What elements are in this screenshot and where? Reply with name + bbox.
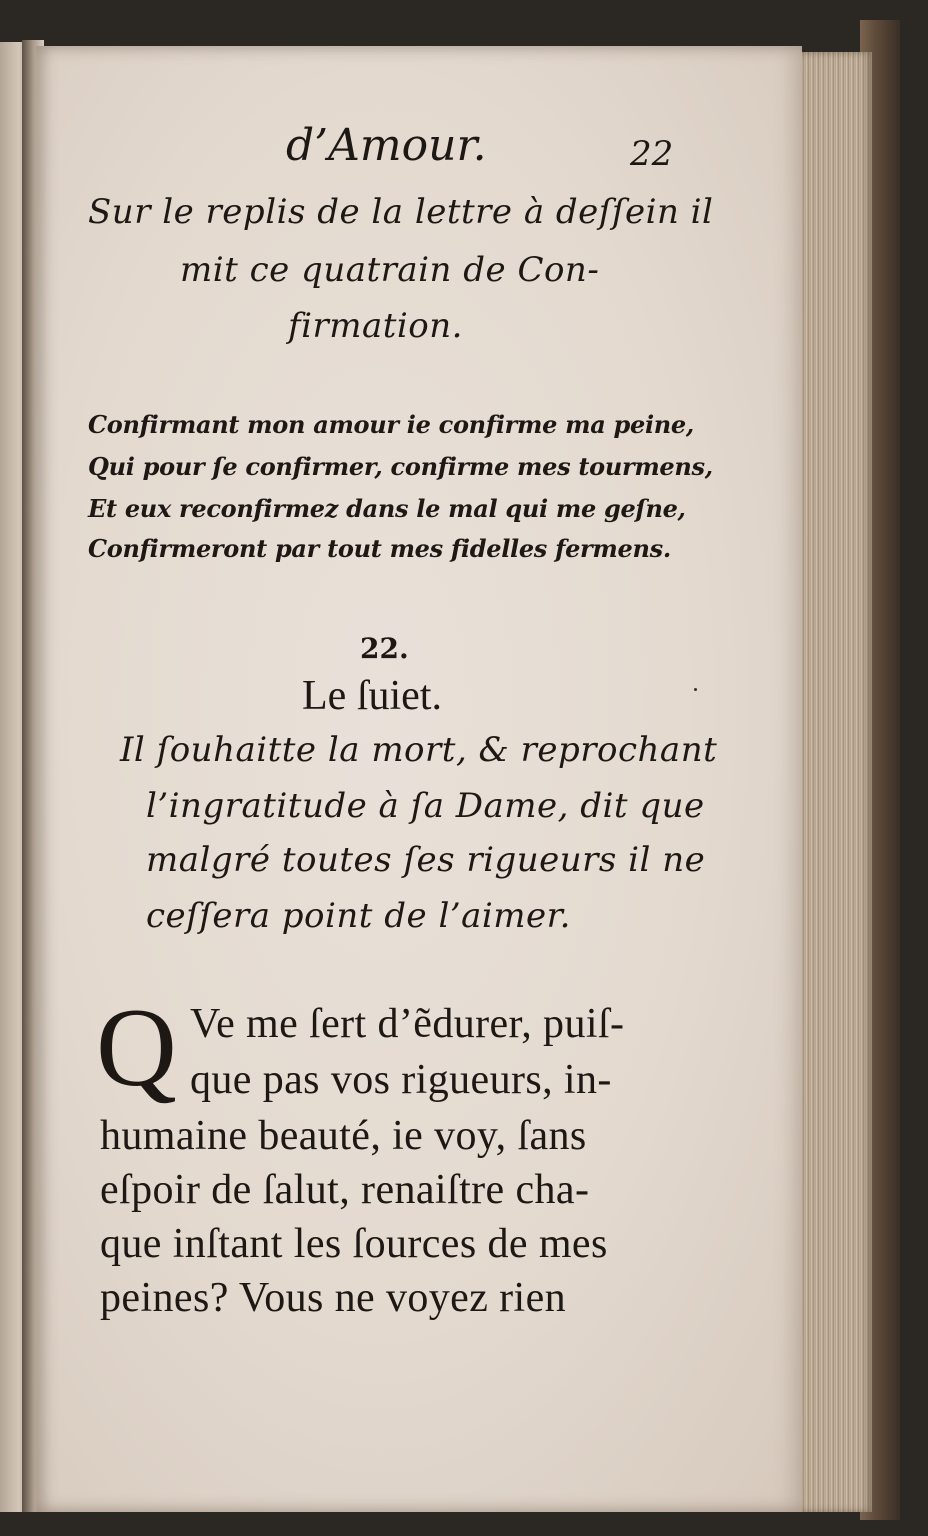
body-line: que inſtant les ſources de mes	[100, 1221, 608, 1267]
page-edges	[790, 52, 872, 1512]
quatrain-line: Qui pour ſe confirmer, confirme mes tourmens,	[88, 452, 713, 481]
body-line: humaine beauté, ie voy, ſans	[100, 1113, 587, 1159]
heading-line: mit ce quatrain de Con-	[180, 250, 600, 290]
body-line: Ve me ſert d’ẽdurer, puiſ-	[190, 1001, 625, 1047]
drop-cap: Q	[96, 986, 177, 1110]
page-number: 22	[630, 134, 674, 174]
section-title: Le ſuiet.	[302, 673, 442, 719]
quatrain-line: Confirmant mon amour ie confirme ma peine,	[88, 410, 694, 439]
heading-line: Sur le replis de la lettre à deſſein il	[88, 192, 714, 232]
argument-line: l’ingratitude à ſa Dame, dit que	[146, 786, 705, 826]
paper-speck	[694, 688, 697, 691]
argument-line: malgré toutes ſes rigueurs il ne	[146, 840, 706, 880]
heading-line: firmation.	[288, 306, 463, 346]
argument-line: ceſſera point de l’aimer.	[146, 896, 571, 936]
section-number: 22.	[360, 632, 409, 665]
quatrain-line: Confirmeront par tout mes fidelles fermens.	[88, 534, 671, 563]
body-line: eſpoir de ſalut, renaiſtre cha-	[100, 1167, 590, 1213]
quatrain-line: Et eux reconfirmez dans le mal qui me geſne,	[88, 494, 686, 523]
body-line: peines? Vous ne voyez rien	[100, 1275, 567, 1321]
argument-line: Il ſouhaitte la mort, & reprochant	[120, 730, 718, 770]
running-head: d’Amour.	[286, 120, 487, 171]
body-line: que pas vos rigueurs, in-	[190, 1057, 612, 1103]
